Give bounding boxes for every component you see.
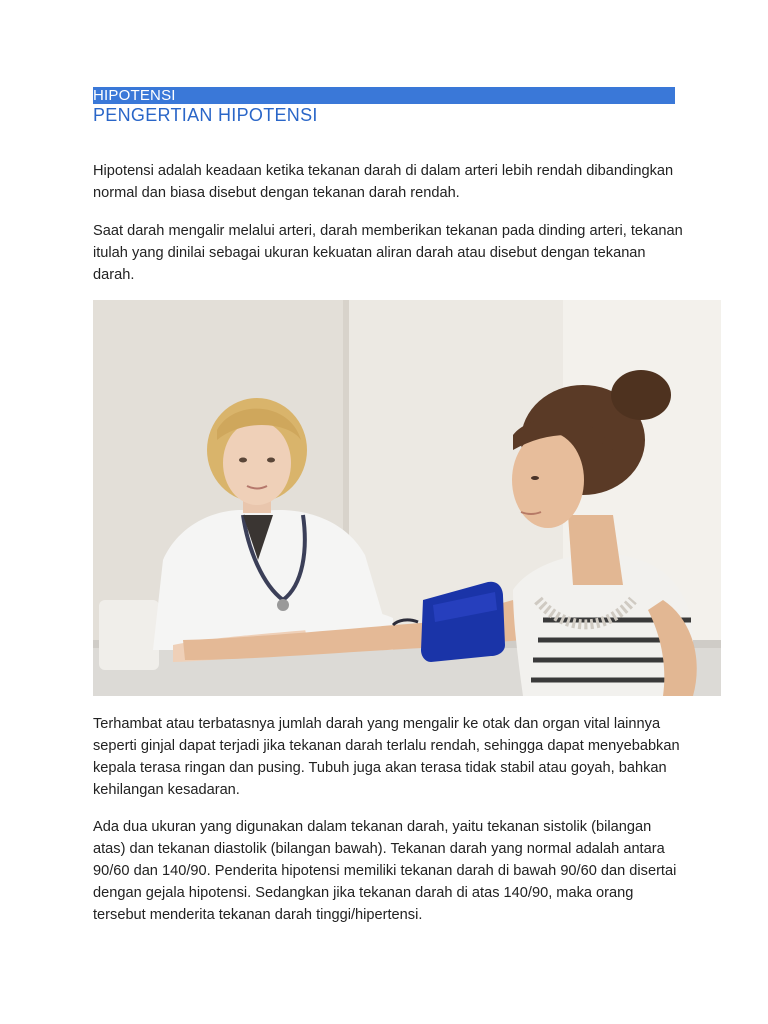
paragraph-blood-flow: Saat darah mengalir melalui arteri, darah memberikan tekanan pada dinding arteri, tekanan itulah yang dinilai sebagai ukuran kekuatan aliran darah atau disebut dengan tekanan darah. <box>93 223 683 283</box>
doctor-measuring-blood-pressure-photo <box>93 300 721 696</box>
section-header-bar <box>93 87 675 104</box>
paragraph-definition: Hipotensi adalah keadaan ketika tekanan darah di dalam arteri lebih rendah dibandingkan normal dan biasa disebut dengan tekanan darah rendah. <box>93 163 674 201</box>
page-title: PENGERTIAN HIPOTENSI <box>93 105 318 125</box>
section-label: HIPOTENSI <box>93 87 176 104</box>
paragraph-measurements: Ada dua ukuran yang digunakan dalam tekanan darah, yaitu tekanan sistolik (bilangan atas) dan tekanan diastolik (bilangan bawah). Tekanan darah yang normal adalah antara 90/60 dan 140/90. Penderita hipotensi memiliki tekanan darah di bawah 90/60 dan disertai dengan gejala hipotensi. Sedangkan jika tekanan darah di atas 140/90, maka orang tersebut menderita tekanan darah tinggi/hipertensi. <box>93 819 677 923</box>
paragraph-effects: Terhambat atau terbatasnya jumlah darah yang mengalir ke otak dan organ vital lainnya seperti ginjal dapat terjadi jika tekanan darah terlalu rendah, sehingga dapat menyebabkan kepala terasa ringan dan pusing. Tubuh juga akan terasa tidak stabil atau goyah, bahkan kehilangan kesadaran. <box>93 716 680 798</box>
